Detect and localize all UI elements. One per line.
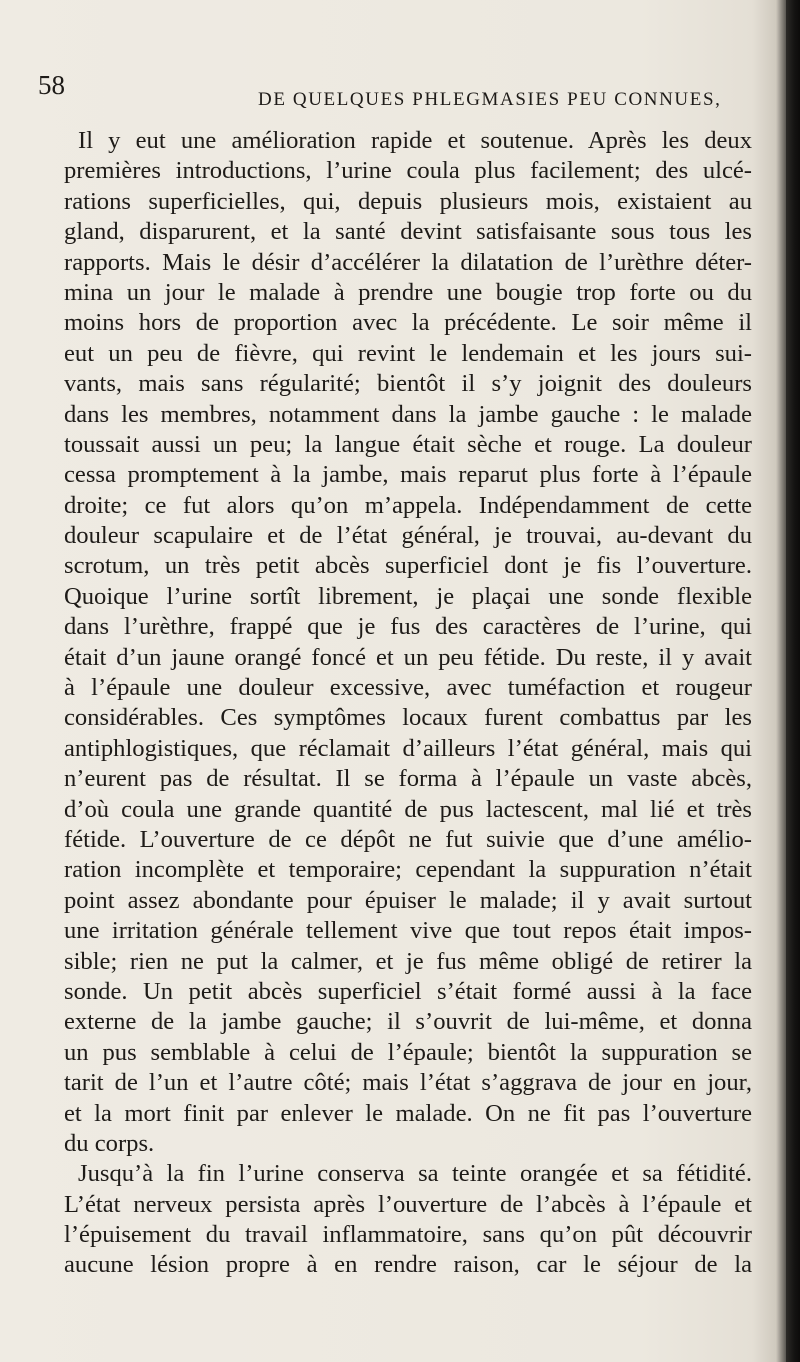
text-line: sible; rien ne put la calmer, et je fus même obligé de retirer la [64, 947, 752, 975]
text-line: considérables. Ces symptômes locaux furent combattus par les [64, 704, 752, 732]
text-line: antiphlogistiques, que réclamait d’ailleurs l’état général, mais qui [64, 734, 752, 762]
text-line: aucune lésion propre à en rendre raison, car le séjour de la [64, 1251, 752, 1279]
text-line: eut un peu de fièvre, qui revint le lendemain et les jours sui- [64, 339, 752, 367]
text-line: du corps. [64, 1129, 155, 1157]
text-line: moins hors de proportion avec la précédente. Le soir même il [64, 309, 752, 337]
text-line: droite; ce fut alors qu’on m’appela. Indépendamment de cette [64, 491, 752, 519]
text-line: tarit de l’un et l’autre côté; mais l’état s’aggrava de jour en jour, [64, 1069, 752, 1097]
text-line: externe de la jambe gauche; il s’ouvrit de lui-même, et donna [64, 1008, 752, 1036]
text-line: toussait aussi un peu; la langue était sèche et rouge. La douleur [64, 430, 752, 458]
text-line: était d’un jaune orangé foncé et un peu fétide. Du reste, il y avait [64, 643, 752, 671]
text-line: fétide. L’ouverture de ce dépôt ne fut suivie que d’une amélio- [64, 825, 752, 853]
text-line: douleur scapulaire et de l’état général, je trouvai, au-devant du [64, 522, 752, 550]
text-line: cessa promptement à la jambe, mais reparut plus forte à l’épaule [64, 461, 752, 489]
page-number: 58 [38, 70, 65, 100]
text-line: ration incomplète et temporaire; cependant la suppuration n’était [64, 856, 752, 884]
text-line: à l’épaule une douleur excessive, avec tuméfaction et rougeur [64, 674, 752, 702]
text-line: Jusqu’à la fin l’urine conserva sa teinte orangée et sa fétidité. [78, 1160, 752, 1188]
text-line: scrotum, un très petit abcès superficiel dont je fis l’ouverture. [64, 552, 752, 580]
text-line: rapports. Mais le désir d’accélérer la dilatation de l’urèthre déter- [64, 248, 752, 276]
text-line: d’où coula une grande quantité de pus lactescent, mal lié et très [64, 795, 752, 823]
text-line: gland, disparurent, et la santé devint satisfaisante sous tous les [64, 218, 752, 246]
text-line: dans l’urèthre, frappé que je fus des caractères de l’urine, qui [64, 613, 752, 641]
text-line: L’état nerveux persista après l’ouverture de l’abcès à l’épaule et [64, 1190, 752, 1218]
running-header: DE QUELQUES PHLEGMASIES PEU CONNUES, [258, 89, 722, 110]
book-binding-edge [786, 0, 800, 1362]
text-line: sonde. Un petit abcès superficiel s’était formé aussi à la face [64, 977, 752, 1005]
body-text [64, 126, 752, 1281]
text-line: dans les membres, notamment dans la jambe gauche : le malade [64, 400, 752, 428]
text-line: un pus semblable à celui de l’épaule; bientôt la suppuration se [64, 1038, 752, 1066]
text-line: point assez abondante pour épuiser le malade; il y avait surtout [64, 886, 752, 914]
text-line: premières introductions, l’urine coula plus facilement; des ulcé- [64, 157, 752, 185]
text-line: Quoique l’urine sortît librement, je plaçai une sonde flexible [64, 582, 752, 610]
text-line: vants, mais sans régularité; bientôt il s’y joignit des douleurs [64, 370, 752, 398]
text-line: rations superficielles, qui, depuis plusieurs mois, existaient au [64, 187, 752, 215]
text-line: n’eurent pas de résultat. Il se forma à l’épaule un vaste abcès, [64, 765, 752, 793]
text-line: mina un jour le malade à prendre une bougie trop forte ou du [64, 278, 752, 306]
text-line: et la mort finit par enlever le malade. On ne fit pas l’ouverture [64, 1099, 752, 1127]
text-line: Il y eut une amélioration rapide et soutenue. Après les deux [78, 127, 752, 154]
text-line: l’épuisement du travail inflammatoire, sans qu’on pût découvrir [64, 1221, 752, 1249]
text-line: une irritation générale tellement vive que tout repos était impos- [64, 917, 752, 945]
